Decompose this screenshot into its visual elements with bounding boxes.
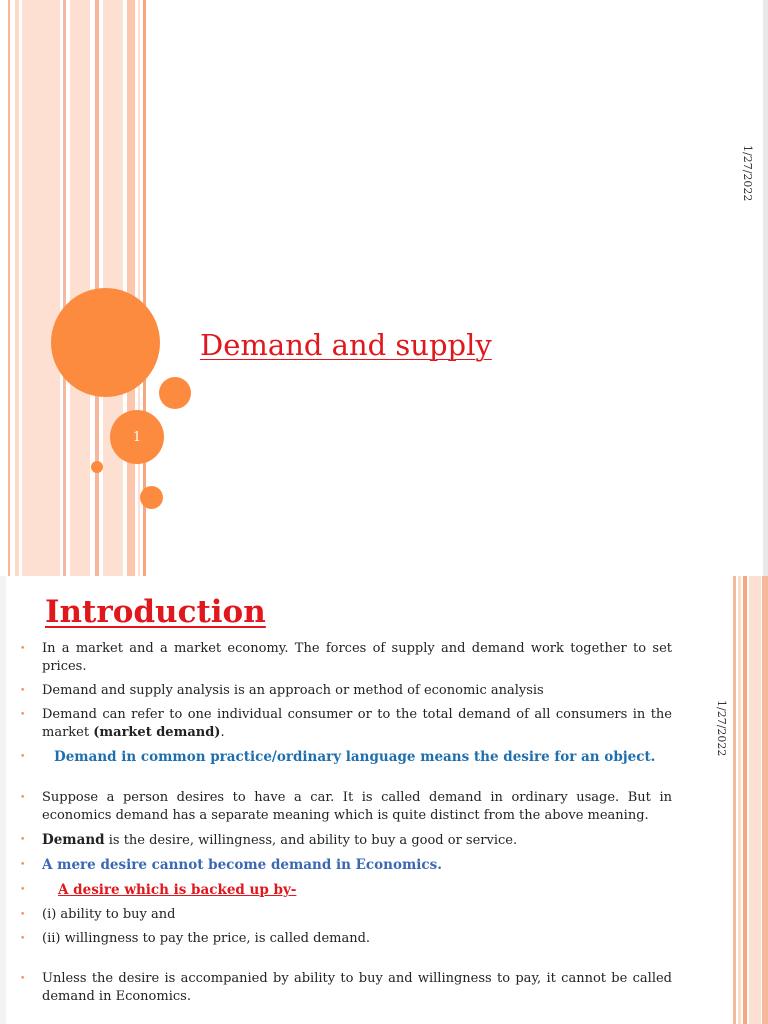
decor-circle [140, 486, 163, 509]
decor-stripe [738, 576, 741, 1024]
decor-stripe [22, 0, 60, 576]
bullet-dot-icon: • [20, 752, 26, 762]
slide-date: 1/27/2022 [741, 145, 754, 202]
decor-stripe [15, 0, 19, 576]
decor-stripe [762, 576, 768, 1024]
list-item: • Demand in common practice/ordinary language means the desire for an object. [20, 749, 656, 765]
list-item: • Demand is the desire, willingness, and ability to buy a good or service. [20, 832, 518, 848]
list-item: • A desire which is backed up by- [20, 882, 297, 898]
list-item: • (i) ability to buy and [20, 907, 176, 922]
decor-stripe [138, 0, 140, 576]
bullet-dot-icon: • [20, 910, 26, 920]
list-item: • Demand can refer to one individual consumer or to the total demand of all consumers in the market (market demand). [20, 707, 672, 740]
slide-date: 1/27/2022 [715, 700, 728, 757]
decor-stripe [733, 576, 736, 1024]
decor-stripe [127, 0, 135, 576]
decor-edge [0, 576, 6, 1024]
list-item: • Unless the desire is accompanied by ability to buy and willingness to pay, it cannot be called demand in Economics. [20, 971, 672, 1004]
slide-title: Demand and supply [200, 328, 492, 362]
bullet-dot-icon: • [20, 710, 26, 720]
bullet-dot-icon: • [20, 860, 26, 870]
bullet-dot-icon: • [20, 885, 26, 895]
decor-stripe [743, 576, 747, 1024]
list-item: • A mere desire cannot become demand in Economics. [20, 857, 442, 873]
decor-circle [159, 377, 191, 409]
list-item: • Demand and supply analysis is an approach or method of economic analysis [20, 683, 544, 698]
content-slide [0, 576, 768, 1024]
list-item: • Suppose a person desires to have a car. It is called demand in ordinary usage. But in economics demand has a separate meaning which is quite distinct from the above meaning. [20, 790, 672, 823]
decor-stripe [70, 0, 90, 576]
list-item: • (ii) willingness to pay the price, is called demand. [20, 931, 371, 946]
bullet-dot-icon: • [20, 835, 26, 845]
decor-stripe [63, 0, 66, 576]
decor-stripe [749, 576, 761, 1024]
decor-circle-small [91, 461, 103, 473]
slide-title: Introduction [45, 594, 266, 630]
decor-stripe [8, 0, 10, 576]
decor-edge [763, 0, 768, 576]
bullet-dot-icon: • [20, 934, 26, 944]
bullet-dot-icon: • [20, 974, 26, 984]
bullet-dot-icon: • [20, 644, 26, 654]
decor-circle-large [51, 288, 160, 397]
page-number: 1 [110, 410, 164, 464]
bullet-dot-icon: • [20, 793, 26, 803]
bullet-dot-icon: • [20, 686, 26, 696]
list-item: • In a market and a market economy. The forces of supply and demand work together to set prices. [20, 641, 672, 674]
bullet-list [20, 640, 672, 1006]
